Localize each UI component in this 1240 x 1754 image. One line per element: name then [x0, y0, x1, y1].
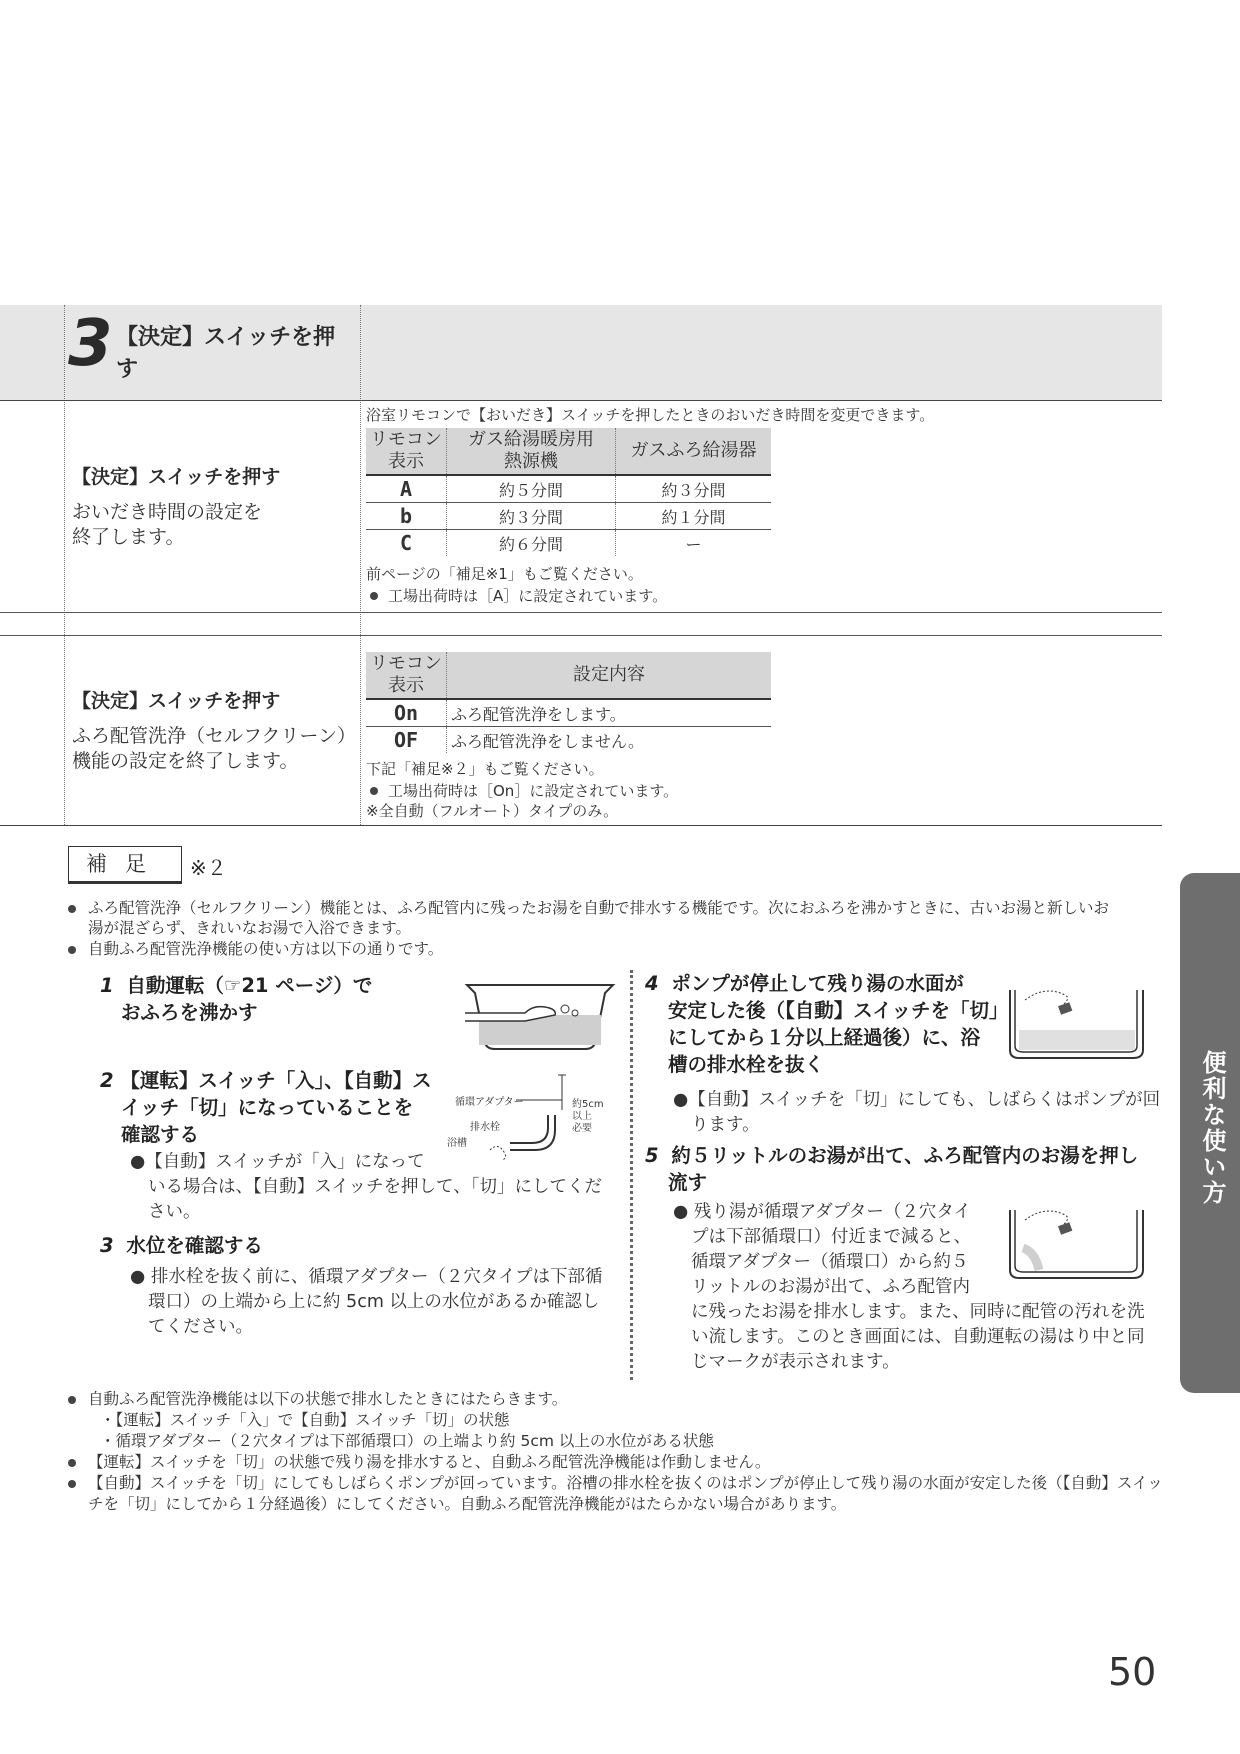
section1-note1: 前ページの「補足※1」もご覧ください。 [366, 565, 643, 583]
step-3-heading: 3 水位を確認する [100, 1234, 263, 1257]
divider [0, 635, 1162, 636]
left-dotted-divider [64, 305, 65, 825]
table-header: リモコン 表示 [366, 428, 447, 475]
table-header: ガス給湯暖房用 熱源機 [447, 428, 616, 475]
diagram-label-bathtub: 浴槽 [447, 1138, 467, 1149]
divider [0, 825, 1162, 826]
bullet [68, 1480, 76, 1488]
step-2-heading: 2 【運転】スイッチ「入」、【自動】ス イッチ「切」になっていることを 確認する [100, 1069, 432, 1146]
step-2-body: ●【自動】スイッチが「入」になって いる場合は、【自動】スイッチを押して、「切」にしてくだ さい。 [130, 1152, 602, 1222]
table-row: OF ふろ配管洗浄をしません。 [366, 727, 771, 754]
table-row: b 約３分間 約１分間 [366, 503, 771, 530]
page-number: 50 [1108, 1650, 1157, 1694]
bullet [370, 592, 378, 600]
footer-subitem: ・【運転】スイッチ「入」で【自動】スイッチ「切」の状態 [100, 1411, 510, 1429]
bullet [68, 1396, 76, 1404]
diagram-label-depth: 約5cm 以上 必要 [572, 1099, 604, 1134]
supplement-mark: ※２ [190, 856, 227, 880]
section1-heading: 【決定】スイッチを押す [72, 466, 281, 488]
divider [0, 612, 1162, 613]
step-1-heading: 1 自動運転（☞21 ページ）で おふろを沸かす [100, 974, 373, 1024]
section1-note2: 工場出荷時は［A］に設定されています。 [388, 587, 668, 605]
side-tab-label: 便利な使い方 [1198, 1050, 1226, 1206]
drain-plug-illustration [1005, 980, 1150, 1062]
step-4-body: ●【自動】スイッチを「切」にしても、しばらくはポンプが回 ります。 [673, 1090, 1161, 1135]
section2-heading: 【決定】スイッチを押す [72, 690, 281, 712]
supplement-bullet2: 自動ふろ配管洗浄機能の使い方は以下の通りです。 [88, 940, 444, 958]
footer-subitem: ・循環アダプター（２穴タイプは下部循環口）の上端より約 5cm 以上の水位がある状態 [100, 1432, 714, 1450]
bullet [68, 946, 76, 954]
footer-bullet: 【運転】スイッチを「切」の状態で残り湯を排水すると、自動ふろ配管洗浄機能は作動しません。 [88, 1453, 771, 1471]
section2-body: ふろ配管洗浄（セルフクリーン） 機能の設定を終了します。 [72, 725, 357, 772]
footer-bullet-continued: チを「切」にしてから１分経過後）にしてください。自動ふろ配管洗浄機能がはたらかない場合があります。 [88, 1495, 847, 1513]
section2-note1: 下記「補足※２」もご覧ください。 [366, 760, 604, 778]
divider [0, 400, 1162, 401]
bathtub-hand-illustration [465, 975, 615, 1050]
section1-table [366, 428, 771, 556]
column-divider [630, 970, 633, 1380]
step-3-body: ● 排水栓を抜く前に、循環アダプター（２穴タイプは下部循 環口）の上端から上に約 5cm 以上の水位があるか確認し てください。 [130, 1267, 603, 1337]
bullet [370, 787, 378, 795]
bullet [68, 1459, 76, 1467]
section2-note3: ※全自動（フルオート）タイプのみ。 [366, 802, 619, 820]
step-4-heading: 4 ポンプが停止して残り湯の水面が 安定した後（【自動】スイッチを「切」 にしてから１分以上経過後）に、浴 槽の排水栓を抜く [645, 972, 1009, 1076]
bullet [68, 905, 76, 913]
section1-intro: 浴室リモコンで【おいだき】スイッチを押したときのおいだき時間を変更できます。 [366, 406, 935, 424]
section1-body: おいだき時間の設定を 終了します。 [72, 501, 263, 548]
table-header: リモコン 表示 [366, 652, 447, 699]
mid-dotted-divider [360, 305, 361, 825]
diagram-label-adapter: 循環アダプター [455, 1097, 524, 1108]
diagram-label-drain-plug: 排水栓 [470, 1122, 500, 1133]
supplement-bullet1: ふろ配管洗浄（セルフクリーン）機能とは、ふろ配管内に残ったお湯を自動で排水する機能です。次におふろを沸かすときに、古いお湯と新しいお 湯が混ざらず、きれいなお湯で入浴できます。 [88, 899, 1109, 937]
footer-bullet: 【自動】スイッチを「切」にしてもしばらくポンプが回っています。浴槽の排水栓を抜くのはポンプが停止して残り湯の水面が安定した後（【自動】スイッ [88, 1474, 1163, 1492]
adapter-diagram [450, 1070, 570, 1165]
section2-table [366, 652, 771, 753]
table-row: C 約６分間 ー [366, 530, 771, 557]
table-row: A 約５分間 約３分間 [366, 475, 771, 503]
step-title: 【決定】スイッチを押す [116, 325, 336, 382]
step-5-heading: 5 約５リットルのお湯が出て、ふろ配管内のお湯を押し 流す [645, 1144, 1139, 1194]
step-5-body: ● 残り湯が循環アダプター（２穴タイ プは下部循環口）付近まで減ると、 循環アダプター（循環口）から約５ リットルのお湯が出て、ふろ配管内 に残ったお湯を排水します。また、同時に配管の汚れを洗 い流します。このとき画面には、自動運転の湯はり中と同 じマークが表示されます。 [673, 1202, 1145, 1372]
supplement-box-label: 補足 [68, 846, 182, 884]
step-number: 3 [68, 307, 113, 381]
table-row: On ふろ配管洗浄をします。 [366, 699, 771, 727]
table-header: 設定内容 [447, 652, 772, 699]
footer-bullet: 自動ふろ配管洗浄機能は以下の状態で排水したときにはたらきます。 [88, 1390, 568, 1408]
table-header: ガスふろ給湯器 [616, 428, 772, 475]
section2-note2: 工場出荷時は［On］に設定されています。 [388, 782, 679, 800]
